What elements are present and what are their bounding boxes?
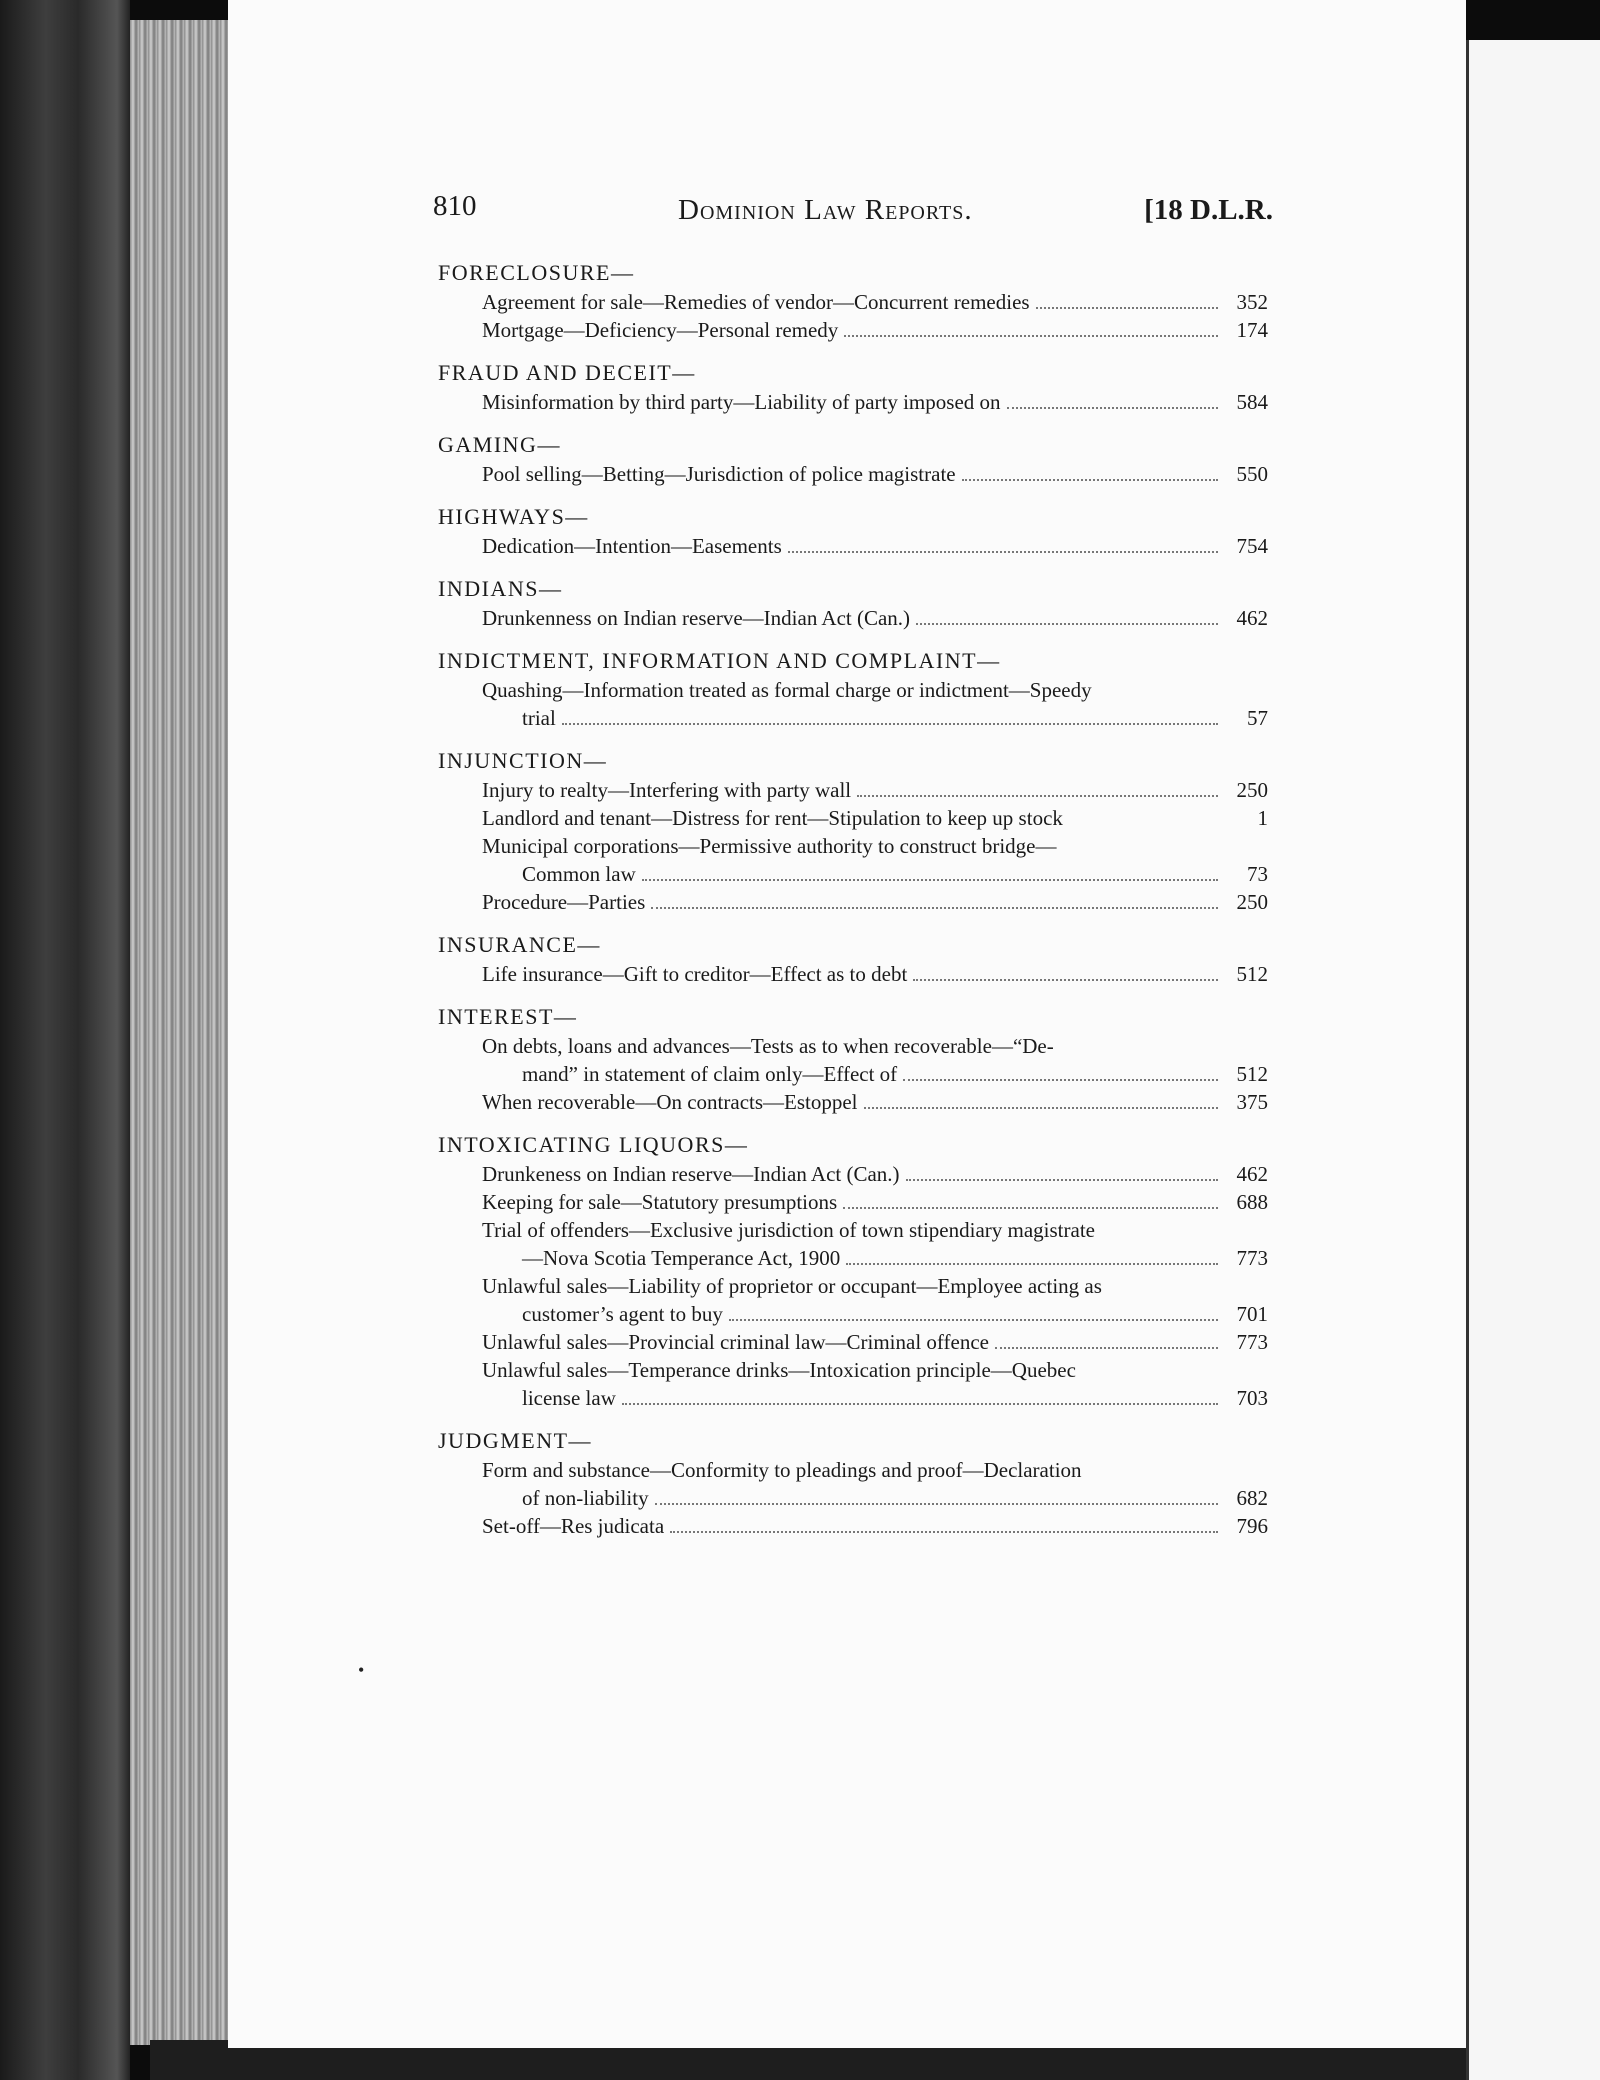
index-entry [482,316,1268,344]
entry-continuation-text: license law [522,1386,616,1410]
section-heading: INSURANCE— [438,932,601,957]
entry-page-number: 701 [1236,1302,1268,1326]
index-section [438,1130,1268,1412]
dot-leader [788,551,1218,553]
entry-text: Life insurance—Gift to creditor—Effect as to debt [482,962,908,986]
entry-text: Landlord and tenant—Distress for rent—Stipulation to keep up stock [482,806,1063,830]
entry-text: Procedure—Parties [482,890,646,914]
index-section [438,646,1268,732]
entry-text: Keeping for sale—Statutory presumptions [482,1190,838,1214]
dot-leader [642,879,1218,881]
book-page [228,0,1466,2048]
entry-text: Set-off—Res judicata [482,1514,665,1538]
dot-leader [995,1347,1218,1349]
entry-continuation-text: mand” in statement of claim only—Effect of [522,1062,898,1086]
entry-page-number: 250 [1236,778,1268,802]
index-entry [482,288,1268,316]
dot-leader [857,795,1218,797]
margin-dot: • [358,1660,365,1680]
entry-page-number: 754 [1236,534,1268,558]
entry-page-number: 512 [1236,962,1268,986]
entry-page-number: 73 [1247,862,1268,886]
index-section [438,746,1268,916]
entry-page-number: 1 [1257,806,1268,830]
index-section [438,502,1268,560]
section-heading: INTEREST— [438,1004,578,1029]
index-entry [482,676,1268,704]
facing-page [1466,40,1600,2080]
index-entry [482,1328,1268,1356]
dot-leader [622,1403,1218,1405]
index-entry-continuation [522,1300,1268,1328]
index-entry [482,460,1268,488]
entry-text: Unlawful sales—Temperance drinks—Intoxication principle—Quebec [482,1358,1076,1382]
index-entry [482,888,1268,916]
index-entry [482,1032,1268,1060]
dot-leader [844,335,1218,337]
entry-continuation-text: Common law [522,862,636,886]
entry-page-number: 584 [1236,390,1268,414]
index-entry [482,1216,1268,1244]
entry-page-number: 352 [1236,290,1268,314]
entry-text: Unlawful sales—Liability of proprietor or occupant—Employee acting as [482,1274,1102,1298]
dot-leader [962,479,1218,481]
section-heading: INDIANS— [438,576,563,601]
entry-page-number: 512 [1236,1062,1268,1086]
entry-text: Misinformation by third party—Liability of party imposed on [482,390,1001,414]
index-section [438,574,1268,632]
entry-page-number: 375 [1236,1090,1268,1114]
page-edges [130,20,230,2045]
dot-leader [843,1207,1218,1209]
entry-continuation-text: of non-liability [522,1486,649,1510]
index-entry [482,1512,1268,1540]
index-section [438,430,1268,488]
entry-page-number: 703 [1236,1386,1268,1410]
entry-text: Agreement for sale—Remedies of vendor—Concurrent remedies [482,290,1030,314]
subject-index [438,258,1268,1554]
index-entry [482,388,1268,416]
index-entry-continuation [522,1384,1268,1412]
dot-leader [1007,407,1218,409]
index-entry-continuation [522,860,1268,888]
entry-text: On debts, loans and advances—Tests as to when recoverable—“De- [482,1034,1054,1058]
publication-title: Dominion Law Reports. [678,194,973,226]
index-section [438,1002,1268,1116]
entry-text: When recoverable—On contracts—Estoppel [482,1090,858,1114]
entry-text: Drunkeness on Indian reserve—Indian Act (Can.) [482,1162,900,1186]
page-number: 810 [433,190,477,222]
entry-text: Pool selling—Betting—Jurisdiction of police magistrate [482,462,956,486]
section-heading: INTOXICATING LIQUORS— [438,1132,749,1157]
index-entry-continuation [522,1244,1268,1272]
index-entry [482,604,1268,632]
running-head [433,190,1273,230]
index-entry [482,804,1268,832]
dot-leader [562,723,1218,725]
dot-leader [651,907,1218,909]
entry-page-number: 682 [1236,1486,1268,1510]
dot-leader [903,1079,1218,1081]
index-section [438,1426,1268,1540]
dot-leader [906,1179,1218,1181]
entry-page-number: 250 [1236,890,1268,914]
entry-text: Dedication—Intention—Easements [482,534,782,558]
entry-text: Municipal corporations—Permissive authority to construct bridge— [482,834,1057,858]
index-entry [482,1160,1268,1188]
entry-text: Drunkenness on Indian reserve—Indian Act (Can.) [482,606,911,630]
entry-page-number: 57 [1247,706,1268,730]
entry-page-number: 550 [1236,462,1268,486]
section-heading: INJUNCTION— [438,748,608,773]
entry-page-number: 462 [1236,1162,1268,1186]
section-heading: FORECLOSURE— [438,260,635,285]
page-content [228,0,1466,2048]
index-entry-continuation [522,1060,1268,1088]
dot-leader [670,1531,1218,1533]
book-spine [0,0,130,2080]
section-heading: JUDGMENT— [438,1428,593,1453]
dot-leader [846,1263,1218,1265]
index-entry [482,1456,1268,1484]
entry-continuation-text: —Nova Scotia Temperance Act, 1900 [522,1246,841,1270]
entry-page-number: 462 [1236,606,1268,630]
section-heading: GAMING— [438,432,561,457]
dot-leader [729,1319,1218,1321]
index-entry [482,832,1268,860]
entry-continuation-text: trial [522,706,556,730]
index-entry [482,960,1268,988]
entry-text: Unlawful sales—Provincial criminal law—Criminal offence [482,1330,989,1354]
section-heading: FRAUD AND DECEIT— [438,360,696,385]
index-entry-continuation [522,1484,1268,1512]
index-section [438,930,1268,988]
index-entry-continuation [522,704,1268,732]
section-heading: HIGHWAYS— [438,504,589,529]
entry-page-number: 796 [1236,1514,1268,1538]
index-entry [482,1188,1268,1216]
dot-leader [655,1503,1218,1505]
entry-page-number: 773 [1236,1246,1268,1270]
index-section [438,358,1268,416]
index-entry [482,1356,1268,1384]
entry-page-number: 174 [1236,318,1268,342]
dot-leader [913,979,1218,981]
entry-text: Injury to realty—Interfering with party wall [482,778,852,802]
index-entry [482,1088,1268,1116]
index-entry [482,1272,1268,1300]
entry-text: Trial of offenders—Exclusive jurisdiction of town stipendiary magistrate [482,1218,1095,1242]
entry-continuation-text: customer’s agent to buy [522,1302,723,1326]
volume-reference: [18 D.L.R. [1144,194,1273,226]
entry-text: Quashing—Information treated as formal charge or indictment—Speedy [482,678,1092,702]
index-entry [482,776,1268,804]
entry-page-number: 688 [1236,1190,1268,1214]
entry-text: Mortgage—Deficiency—Personal remedy [482,318,839,342]
dot-leader [864,1107,1218,1109]
entry-page-number: 773 [1236,1330,1268,1354]
section-heading: INDICTMENT, INFORMATION AND COMPLAINT— [438,648,1001,673]
index-entry [482,532,1268,560]
dot-leader [1036,307,1218,309]
entry-text: Form and substance—Conformity to pleadings and proof—Declaration [482,1458,1082,1482]
index-section [438,258,1268,344]
dot-leader [916,623,1218,625]
